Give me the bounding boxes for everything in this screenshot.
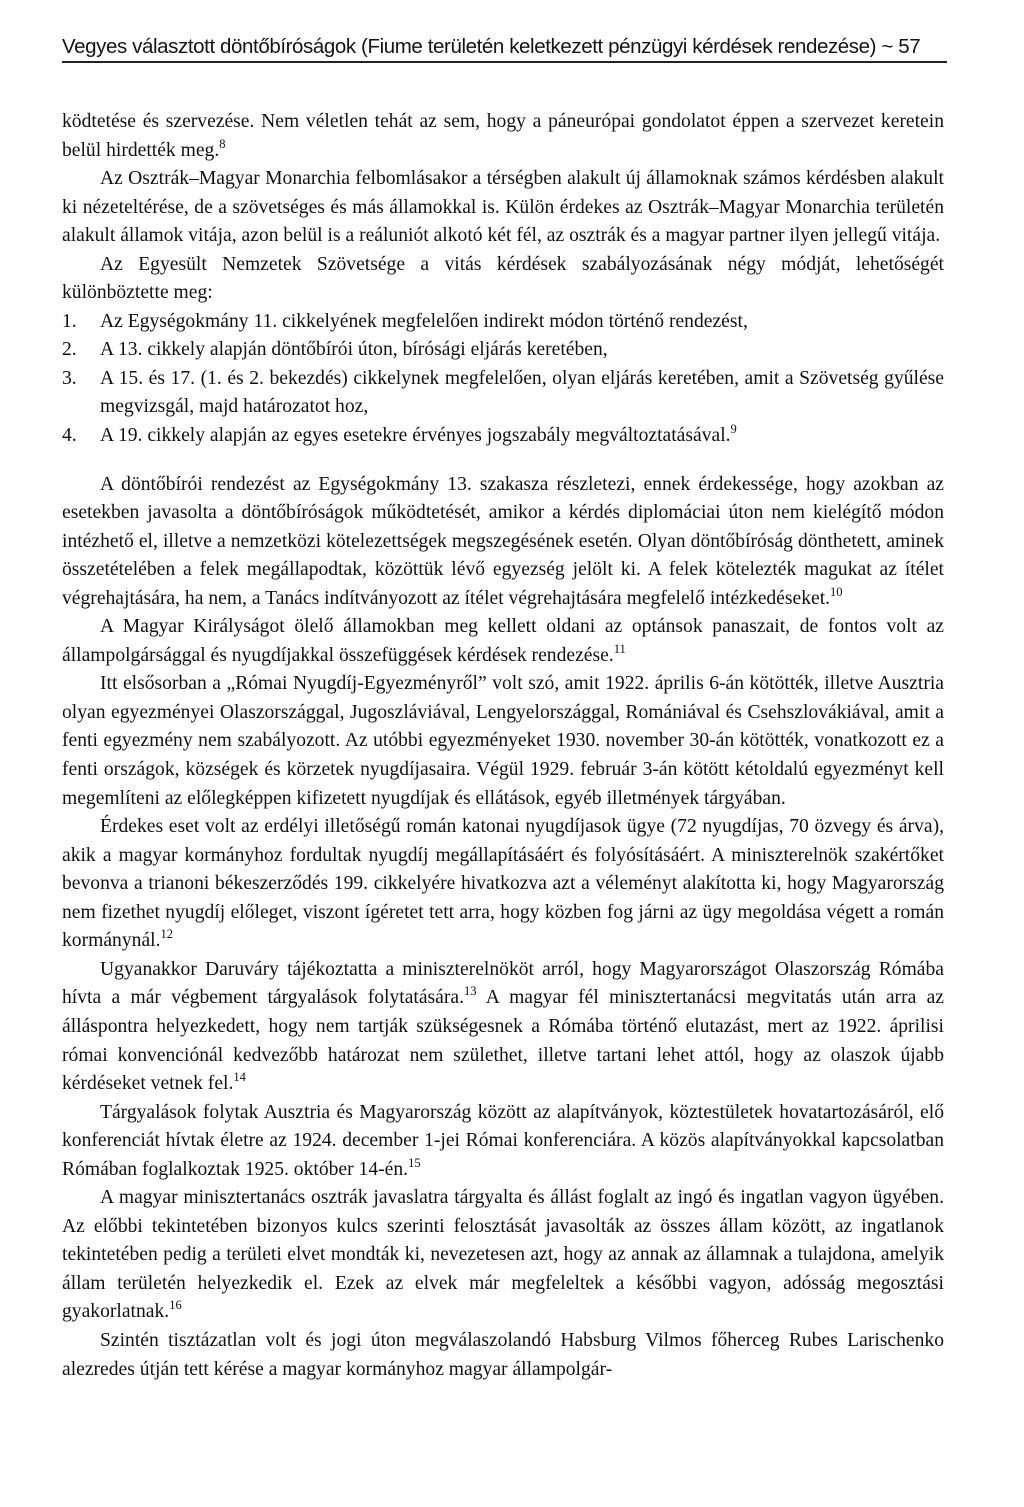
list-item-text: Az Egységokmány 11. cikkelyének megfelelően indirekt módon történő rendezést,: [100, 310, 748, 332]
paragraph-9: [62, 1099, 944, 1185]
paragraph-1: [62, 108, 944, 165]
paragraph-7: [62, 813, 944, 956]
header-title: Vegyes választott döntőbíróságok (Fiume területén keletkezett pénzügyi kérdések rendezése): [62, 35, 877, 58]
paragraph-5: [62, 613, 944, 670]
paragraph-2: [62, 165, 944, 251]
paragraph-8-text: Ugyanakkor Daruváry tájékoztatta a miniszterelnököt arról, hogy Magyarországot Olaszország Rómába hívta a már végbement tárgyalások folytatására.: [62, 958, 944, 1009]
list-item-text: A 19. cikkely alapján az egyes esetekre érvényes jogszabály megváltoztatásával.: [100, 425, 731, 447]
page-number: 57: [898, 35, 921, 58]
footnote-ref-9: 9: [730, 422, 737, 437]
body-text: [62, 108, 944, 1384]
paragraph-4-text: A döntőbírói rendezést az Egységokmány 13. szakasza részletezi, ennek érdekessége, hogy azokban az esetekben javasolta a döntőbíróságok működtetését, amikor a kérdés diplomáciai úton nem kielégítő módon intézhető el, illetve a nemzetközi kötelezettségek megszegésének esetén. Olyan döntőbíróság dönthetett, aminek összetételében a felek megállapodtak, közöttük lévő egyezség jelölt ki. A felek kötelezték magukat az ítélet végrehajtására, ha nem, a Tanács indítványozott az ítélet végrehajtására megfelelő intézkedéseket.: [62, 473, 944, 609]
paragraph-4: [62, 471, 944, 614]
paragraph-10-text: A magyar minisztertanács osztrák javaslatra tárgyalta és állást foglalt az ingó és ingatlan vagyon ügyében. Az előbbi tekintetében bizonyos kulcs szerinti felosztását javasolták az összes állam között, az ingatlanok tekintetében pedig a területi elvet mondták ki, nevezetesen azt, hogy az annak az államnak a tulajdona, amelyik állam területén helyezkedik el. Ezek az elvek már megfeleltek a későbbi vagyon, adósság megosztási gyakorlatnak.: [62, 1187, 944, 1323]
footnote-ref-8: 8: [219, 136, 226, 151]
footnote-ref-10: 10: [830, 584, 843, 599]
list-item-number: 4.: [62, 425, 77, 447]
paragraph-2-text: Az Osztrák–Magyar Monarchia felbomlásakor a térségben alakult új államoknak számos kérdésben alakult ki nézeteltérése, de a szövetséges és más államokkal is. Külön érdekes az Osztrák–Magyar Monarchia területén alakult államok vitája, azon belül is a reáluniót alkotó két fél, az osztrák és a magyar partner ilyen jellegű vitája.: [62, 168, 944, 247]
paragraph-10: [62, 1184, 944, 1327]
paragraph-3: [62, 251, 944, 308]
paragraph-11: [62, 1327, 944, 1384]
list-item: [62, 308, 944, 337]
paragraph-6: [62, 670, 944, 813]
list-item-text: A 15. és 17. (1. és 2. bekezdés) cikkelynek megfelelően, olyan eljárás keretében, amit a Szövetség gyűlése megvizsgál, majd határozatot hoz,: [100, 367, 944, 418]
footnote-ref-13: 13: [464, 984, 477, 999]
paragraph-5-text: A Magyar Királyságot ölelő államokban meg kellett oldani az optánsok panaszait, de fontos volt az állampolgársággal és nyugdíjakkal összefüggések kérdések rendezése.: [62, 616, 944, 666]
list-item-number: 1.: [62, 310, 77, 332]
list-item-text: A 13. cikkely alapján döntőbírói úton, bírósági eljárás keretében,: [100, 339, 608, 361]
running-header: [62, 34, 947, 63]
list-item-number: 3.: [62, 367, 77, 389]
numbered-list: [62, 308, 944, 451]
list-item-number: 2.: [62, 339, 77, 361]
paragraph-7-text: Érdekes eset volt az erdélyi illetőségű román katonai nyugdíjasok ügye (72 nyugdíjas, 70 özvegy és árva), akik a magyar kormányhoz fordultak nyugdíj megállapításáért és folyósításáért. A miniszterelnök szakértőket bevonva a trianoni békeszerződés 199. cikkelyére hivatkozva azt a véleményt alakította ki, hogy Magyarország nem fizethet nyugdíj előleget, viszont ígéretet tett arra, hogy közben fog járni az ügy megoldása végett a román kormánynál.: [62, 816, 944, 952]
footnote-ref-15: 15: [408, 1155, 421, 1170]
list-item: [62, 422, 944, 451]
paragraph-1-text: ködtetése és szervezése. Nem véletlen tehát az sem, hogy a páneurópai gondolatot éppen a szervezet keretein belül hirdették meg.: [62, 111, 944, 161]
paragraph-8: [62, 956, 944, 1099]
paragraph-9-text: Tárgyalások folytak Ausztria és Magyarország között az alapítványok, köztestületek hovatartozásáról, elő konferenciát hívtak életre az 1924. december 1-jei Római konferenciára. A közös alapítványokkal kapcsolatban Rómában foglalkoztak 1925. október 14-én.: [62, 1101, 944, 1180]
footnote-ref-14: 14: [233, 1070, 246, 1085]
paragraph-11-text: Szintén tisztázatlan volt és jogi úton megválaszolandó Habsburg Vilmos főherceg Rubes Larischenko alezredes útján tett kérése a magyar kormányhoz magyar állampolgár-: [62, 1329, 944, 1380]
paragraph-6-text: Itt elsősorban a „Római Nyugdíj-Egyezményről” volt szó, amit 1922. április 6-án kötötték, illetve Ausztria olyan egyezményei Olaszországgal, Jugoszláviával, Lengyelországgal, Romániával és Csehszlovákiával, amit a fenti egyezmény nem szabályozott. Az utóbbi egyezményeket 1930. november 30-án kötötték, vonatkozott ez a fenti országok, községek és körzetek nyugdíjasaira. Végül 1929. február 3-án kötött kétoldalú egyezményt kell megemlíteni az előlegképpen kifizetett nyugdíjak és ellátások, egyéb illetmények tárgyában.: [62, 673, 944, 809]
list-item: [62, 365, 944, 422]
paragraph-gap: [62, 451, 944, 471]
paragraph-3-text: Az Egyesült Nemzetek Szövetsége a vitás kérdések szabályozásának négy módját, lehetőségét különböztette meg:: [62, 253, 944, 304]
footnote-ref-16: 16: [169, 1298, 182, 1313]
paragraph-8-text-continued: A magyar fél minisztertanácsi megvitatás után arra az álláspontra helyezkedett, hogy nem tartják szükségesnek a Rómába történő elutazást, mert az 1922. áprilisi római konvenciónál kedvezőbb határozat nem születhet, illetve tartani lehet attól, hogy az olaszok újabb kérdéseket vetnek fel.: [62, 987, 944, 1095]
footnote-ref-12: 12: [160, 927, 173, 942]
header-separator: ~: [881, 35, 893, 58]
list-item: [62, 336, 944, 365]
footnote-ref-11: 11: [613, 641, 626, 656]
